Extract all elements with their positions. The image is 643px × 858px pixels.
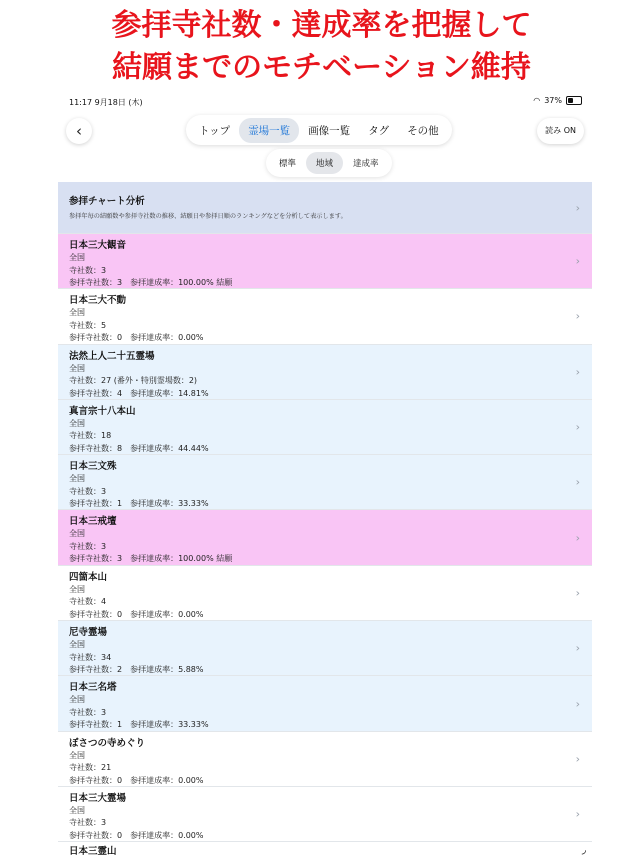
list-item-progress: 参拝寺社数：0 参拝達成率：0.00% <box>69 333 204 343</box>
list-item-title: 日本三大不動 <box>69 295 127 307</box>
list-item[interactable] <box>58 621 592 676</box>
list-item-count: 寺社数：3 <box>69 818 107 828</box>
segment-1[interactable]: 地域 <box>306 152 343 174</box>
chevron-right-icon: › <box>575 752 580 766</box>
chevron-right-icon: › <box>575 586 580 600</box>
list-item-count: 寺社数：3 <box>69 541 107 551</box>
chart-analysis-title: 参拝チャート分析 <box>69 196 145 207</box>
chevron-left-icon: ‹ <box>76 122 82 140</box>
list-item-count: 寺社数：27 (番外・特別霊場数：2) <box>69 376 198 386</box>
main-tabs <box>186 115 452 145</box>
chevron-right-icon: › <box>575 475 580 489</box>
list-item-progress: 参拝寺社数：8 参拝達成率：44.44% <box>69 443 209 453</box>
list-item[interactable] <box>58 787 592 842</box>
list-item-count: 寺社数：3 <box>69 486 107 496</box>
chevron-right-icon: › <box>575 697 580 711</box>
segment-2[interactable]: 達成率 <box>353 159 379 169</box>
list-item-count: 寺社数：3 <box>69 707 107 717</box>
list-item-title: 日本三大霊場 <box>69 792 127 804</box>
list-item-count: 寺社数：5 <box>69 320 107 330</box>
tab-1[interactable]: 霊場一覧 <box>239 118 299 143</box>
list-item-count: 寺社数：3 <box>69 265 107 275</box>
list-item-progress: 参拝寺社数：4 参拝達成率：14.81% <box>69 388 209 398</box>
list-item-count: 寺社数：21 <box>69 763 112 773</box>
app-screen <box>58 92 592 858</box>
list-item-count: 寺社数：4 <box>69 597 107 607</box>
list-item-progress: 参拝寺社数：0 参拝達成率：0.00% <box>69 775 204 785</box>
battery-percent: 37% <box>544 96 562 105</box>
chevron-right-icon: › <box>575 201 580 214</box>
list-item[interactable] <box>58 510 592 565</box>
list-item-count: 寺社数：34 <box>69 652 112 662</box>
promo-line-1: 参拝寺社数・達成率を把握して <box>111 8 532 43</box>
list-item-count: 寺社数：18 <box>69 431 112 441</box>
list-item-region: 全国 <box>69 584 85 594</box>
list-item-title: 尼寺霊場 <box>69 627 108 639</box>
list-item-region: 全国 <box>69 253 85 262</box>
list-item-title: 日本三大観音 <box>69 240 127 251</box>
list-item-region: 全国 <box>69 363 85 373</box>
chart-analysis-desc: 参拝年毎の結願数や参拝寺社数の推移、結願日や参拝日順のランキングなどを分析して表示します。 <box>69 213 347 220</box>
chevron-right-icon: › <box>575 807 580 821</box>
list-item-progress: 参拝寺社数：3 参拝達成率：100.00% 結願 <box>69 278 233 287</box>
list-item-title: 日本三名塔 <box>69 682 117 694</box>
chevron-right-icon: › <box>575 531 580 545</box>
list-item-partial[interactable] <box>58 843 592 858</box>
list-item-region: 全国 <box>69 529 85 539</box>
tab-3[interactable]: タグ <box>368 124 390 137</box>
back-button[interactable] <box>66 118 92 144</box>
list-item[interactable] <box>58 289 592 344</box>
list-item-region: 全国 <box>69 640 85 650</box>
status-bar <box>58 92 592 112</box>
segment-0[interactable]: 標準 <box>279 159 297 169</box>
promo-line-2: 結願までのモチベーション維持 <box>112 50 531 85</box>
list-item-title: ぼさつの寺めぐり <box>69 737 146 749</box>
list-item-progress: 参拝寺社数：2 参拝達成率：5.88% <box>69 665 204 675</box>
list-item-region: 全国 <box>69 695 85 705</box>
promo-banner <box>0 0 643 92</box>
chevron-right-icon: › <box>575 254 580 268</box>
list-item-title: 日本三霊山 <box>69 846 117 857</box>
list-item-region: 全国 <box>69 474 85 484</box>
list-item[interactable] <box>58 455 592 510</box>
list-item-title: 四箇本山 <box>69 571 108 583</box>
list-item[interactable] <box>58 732 592 787</box>
tab-2[interactable]: 画像一覧 <box>308 124 351 137</box>
list-item-progress: 参拝寺社数：1 参拝達成率：33.33% <box>69 499 209 509</box>
list-item-region: 全国 <box>69 418 85 428</box>
battery-icon <box>566 96 582 105</box>
list-item-title: 日本三文殊 <box>69 461 117 473</box>
list-item-progress: 参拝寺社数：0 参拝達成率：0.00% <box>69 609 204 619</box>
status-time: 11:17 9月18日 (木) <box>69 98 143 107</box>
list-item[interactable] <box>58 345 592 400</box>
list-item[interactable] <box>58 234 592 289</box>
reading-toggle-button[interactable]: 読み ON <box>537 118 584 144</box>
sort-segmented-control <box>266 149 392 177</box>
chart-analysis-row[interactable] <box>58 182 592 234</box>
list-item[interactable] <box>58 400 592 455</box>
list-item[interactable] <box>58 676 592 731</box>
chevron-right-icon: › <box>575 309 580 323</box>
list-item-region: 全国 <box>69 750 85 760</box>
loading-spinner-icon: ◞ <box>581 843 586 856</box>
list-item-progress: 参拝寺社数：1 参拝達成率：33.33% <box>69 720 209 730</box>
list-item-progress: 参拝寺社数：0 参拝達成率：0.00% <box>69 830 204 840</box>
list-item-title: 日本三戒壇 <box>69 516 117 528</box>
chevron-right-icon: › <box>575 641 580 655</box>
chevron-right-icon: › <box>575 365 580 379</box>
wifi-icon: ◠ <box>533 96 541 105</box>
pilgrimage-list <box>58 182 592 842</box>
list-item-title: 法然上人二十五霊場 <box>69 350 155 362</box>
chevron-right-icon: › <box>575 420 580 434</box>
list-item[interactable] <box>58 566 592 621</box>
list-item-title: 真言宗十八本山 <box>69 405 136 417</box>
list-item-region: 全国 <box>69 308 85 318</box>
list-item-region: 全国 <box>69 805 85 815</box>
tab-0[interactable]: トップ <box>199 124 231 137</box>
tab-4[interactable]: その他 <box>407 124 439 137</box>
list-item-progress: 参拝寺社数：3 参拝達成率：100.00% 結願 <box>69 554 233 564</box>
